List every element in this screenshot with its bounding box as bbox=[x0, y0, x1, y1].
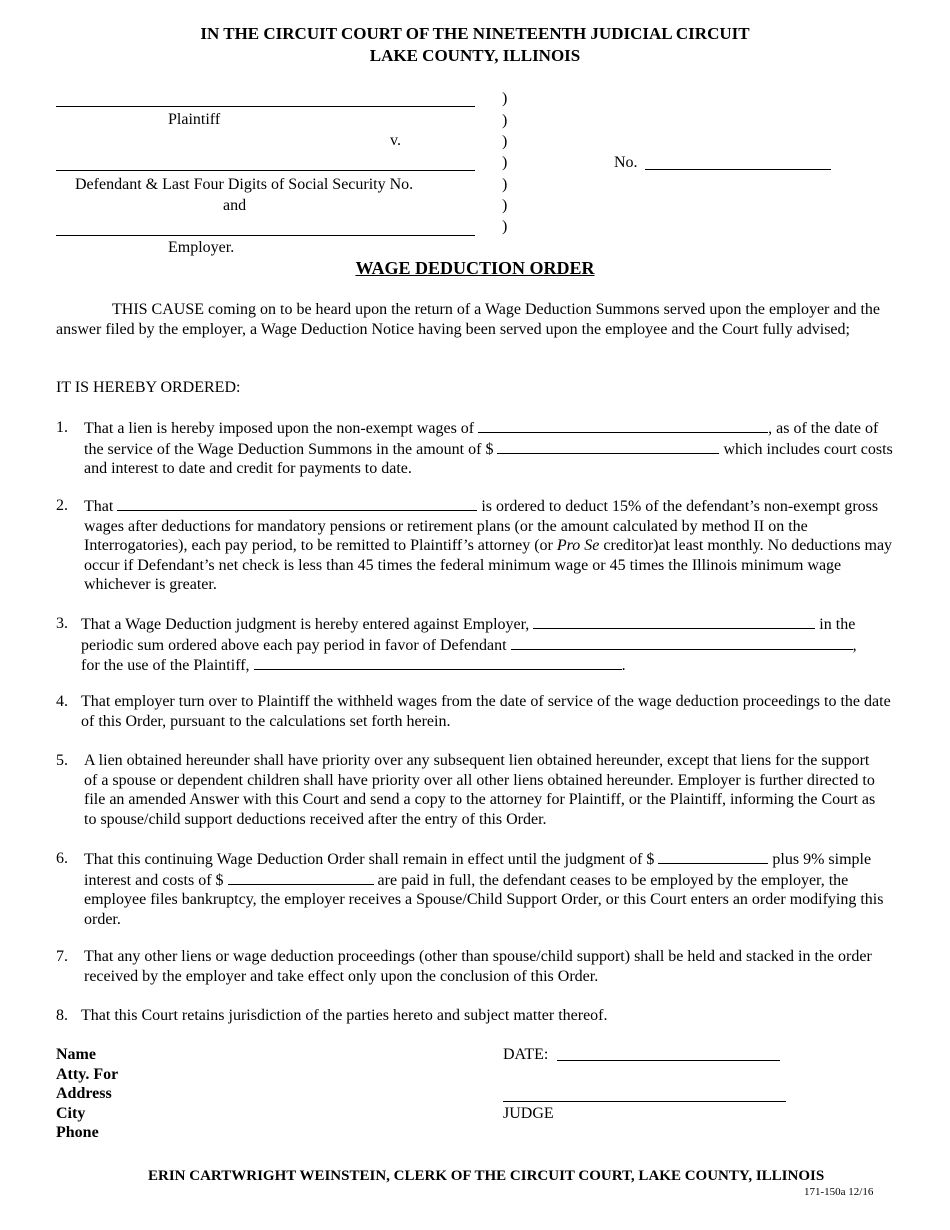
item-3-text-a: That a Wage Deduction judgment is hereby entered against Employer, bbox=[81, 616, 530, 633]
item-number: 4. bbox=[56, 693, 68, 710]
caption-paren: ) bbox=[502, 197, 508, 214]
plaintiff-use-blank[interactable] bbox=[254, 655, 622, 670]
item-1-text-a: That a lien is hereby imposed upon the non-exempt wages of bbox=[84, 420, 475, 437]
item-6-text-b: plus 9% simple interest and costs of $ bbox=[84, 851, 872, 889]
item-number: 5. bbox=[56, 752, 68, 769]
case-number-label: No. bbox=[614, 154, 638, 171]
item-6-text-c: are paid in full, the defendant ceases to be employed by the employer, the employee files bankruptcy, the employer receives a Spouse/Child Support Order, or this Court enters an order modifying this order. bbox=[84, 871, 884, 928]
intro-paragraph: THIS CAUSE coming on to be heard upon the return of a Wage Deduction Summons served upon the employer and the answer filed by the employer, a Wage Deduction Notice having been served upon the employee and the Court fully advised; bbox=[56, 301, 881, 338]
attorney-address-label: Address bbox=[56, 1085, 112, 1102]
item-3-text-d: for the use of the Plaintiff, bbox=[81, 657, 250, 674]
ordered-heading: IT IS HEREBY ORDERED: bbox=[56, 379, 241, 396]
item-number: 2. bbox=[56, 497, 68, 514]
attorney-phone-label: Phone bbox=[56, 1124, 99, 1141]
item-8: That this Court retains jurisdiction of the parties hereto and subject matter thereof. bbox=[81, 1007, 608, 1024]
attorney-for-label: Atty. For bbox=[56, 1066, 119, 1083]
caption-paren: ) bbox=[502, 112, 508, 129]
caption-paren: ) bbox=[502, 90, 508, 107]
defendant-blank-3[interactable] bbox=[511, 635, 853, 650]
date-blank[interactable] bbox=[557, 1060, 780, 1061]
item-2-italic: Pro Se bbox=[556, 537, 600, 554]
item-3-text-b: in the periodic sum ordered above each pay period in favor of Defendant bbox=[81, 616, 856, 654]
and-label: and bbox=[223, 197, 247, 214]
defendant-label: Defendant & Last Four Digits of Social Security No. bbox=[75, 176, 414, 193]
item-number: 3. bbox=[56, 615, 68, 632]
judge-signature-line[interactable] bbox=[503, 1101, 786, 1102]
item-7: That any other liens or wage deduction proceedings (other than spouse/child support) shall be held and stacked in the order received by the employer and take effect only upon the conclusion of this Order. bbox=[84, 948, 872, 985]
costs-blank[interactable] bbox=[228, 870, 374, 885]
item-1-text-b: , as of the date of the service of the Wage Deduction Summons in the amount of $ bbox=[84, 420, 879, 458]
defendant-blank[interactable] bbox=[56, 170, 475, 171]
item-2-text-a: That bbox=[84, 498, 114, 515]
item-number: 1. bbox=[56, 419, 68, 436]
caption-paren: ) bbox=[502, 154, 508, 171]
court-header-line1: IN THE CIRCUIT COURT OF THE NINETEENTH JUDICIAL CIRCUIT bbox=[200, 24, 750, 43]
item-6 bbox=[84, 849, 898, 929]
plaintiff-blank[interactable] bbox=[56, 106, 475, 107]
employer-name-blank[interactable] bbox=[117, 496, 477, 511]
caption-paren: ) bbox=[502, 176, 508, 193]
item-2-text-b: is ordered to deduct 15% of the defendant’s non-exempt gross wages after deductions for mandatory pensions or retirement plans (or the amount calculated by method II on the Interrogatories), each pay period, to be remitted to Plaintiff’s attorney (or bbox=[84, 498, 879, 554]
item-3-text-e: . bbox=[621, 657, 626, 674]
item-number: 8. bbox=[56, 1007, 68, 1024]
attorney-city-label: City bbox=[56, 1105, 86, 1122]
judgment-amount-blank[interactable] bbox=[658, 849, 768, 864]
attorney-name-label: Name bbox=[56, 1046, 96, 1063]
item-number: 7. bbox=[56, 948, 68, 965]
caption-paren: ) bbox=[502, 218, 508, 235]
employer-blank-3[interactable] bbox=[533, 614, 815, 629]
caption-paren: ) bbox=[502, 133, 508, 150]
item-1-text-c: which includes court costs and interest to date and credit for payments to date. bbox=[84, 440, 893, 477]
wages-of-blank[interactable] bbox=[478, 418, 768, 433]
item-3-text-c: , bbox=[852, 636, 857, 654]
case-number-blank[interactable] bbox=[645, 169, 831, 170]
judge-label: JUDGE bbox=[503, 1105, 554, 1122]
item-2-text-c: creditor)at least monthly. No deductions may occur if Defendant’s net check is less than 45 times the federal minimum wage or 45 times the Illinois minimum wage whichever is greater. bbox=[84, 537, 893, 593]
form-number: 171-150a 12/16 bbox=[804, 1186, 874, 1198]
item-3 bbox=[81, 614, 898, 676]
amount-blank[interactable] bbox=[497, 439, 719, 454]
item-5: A lien obtained hereunder shall have priority over any subsequent lien obtained hereunder, except that liens for the support of a spouse or dependent children shall have priority over all other liens obtained hereunder. Employer is further directed to file an amended Answer with this Court and send a copy to the attorney for Plaintiff, or the Plaintiff, informing the Court as to spouse/child support deductions received after the entry of this Order. bbox=[84, 752, 876, 828]
employer-label: Employer. bbox=[168, 239, 235, 256]
employer-blank[interactable] bbox=[56, 235, 475, 236]
versus-label: v. bbox=[390, 132, 401, 149]
item-4: That employer turn over to Plaintiff the withheld wages from the date of service of the wage deduction proceedings to the date of this Order, pursuant to the calculations set forth herein. bbox=[81, 693, 891, 730]
item-1 bbox=[84, 418, 898, 479]
court-header-line2: LAKE COUNTY, ILLINOIS bbox=[369, 46, 581, 65]
item-2 bbox=[84, 496, 898, 595]
item-number: 6. bbox=[56, 850, 68, 867]
clerk-footer: ERIN CARTWRIGHT WEINSTEIN, CLERK OF THE CIRCUIT COURT, LAKE COUNTY, ILLINOIS bbox=[148, 1168, 825, 1184]
document-title: WAGE DEDUCTION ORDER bbox=[355, 258, 595, 278]
date-label: DATE: bbox=[503, 1046, 549, 1063]
item-6-text-a: That this continuing Wage Deduction Order shall remain in effect until the judgment of $ bbox=[84, 851, 655, 868]
plaintiff-label: Plaintiff bbox=[168, 111, 221, 128]
